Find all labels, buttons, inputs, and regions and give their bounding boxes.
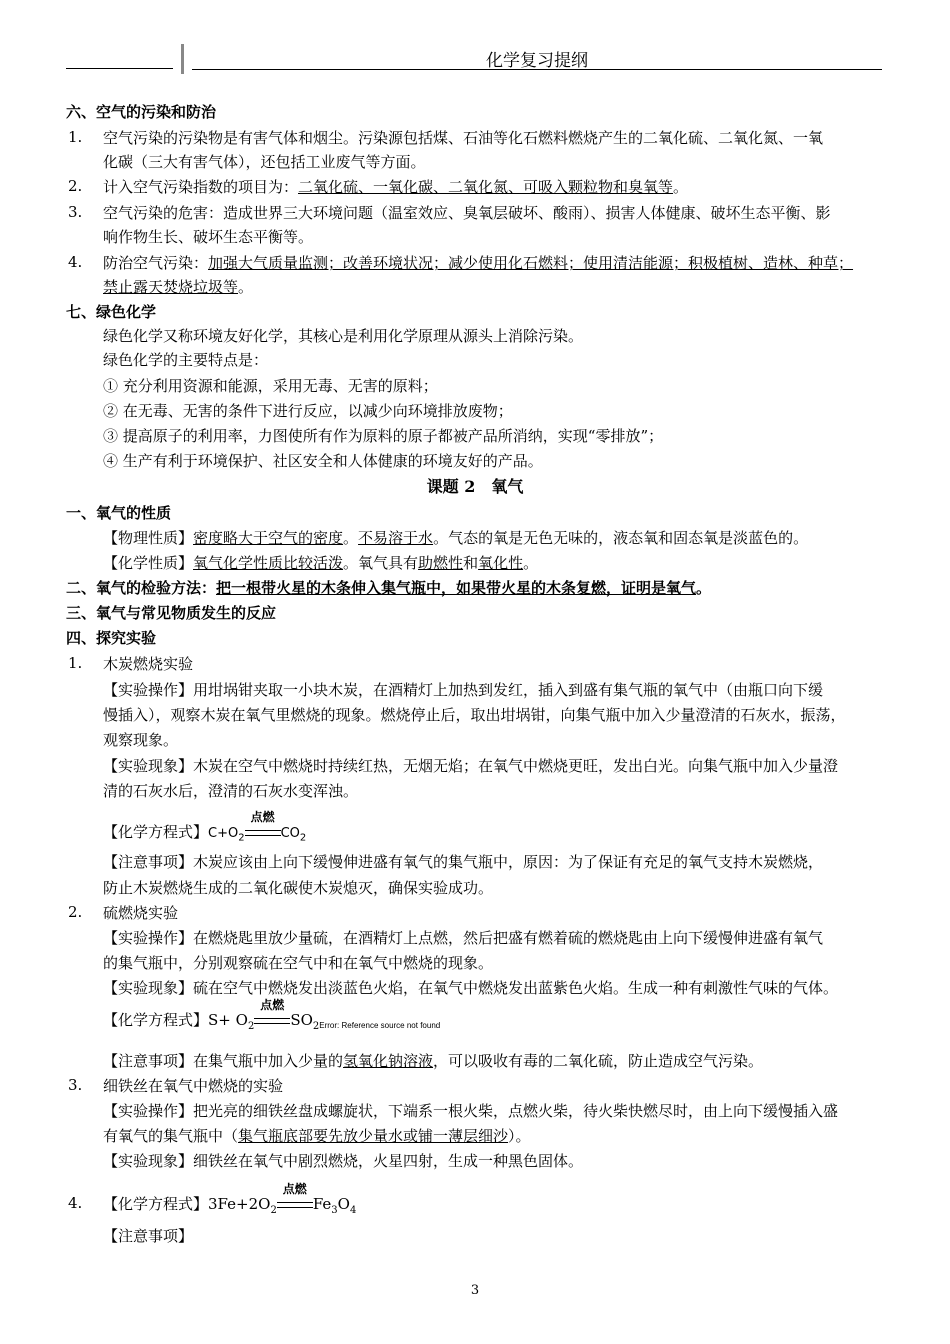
header-rule-left: [66, 68, 173, 69]
paragraph-line: 绿色化学的主要特点是：: [103, 351, 269, 369]
paragraph-line: 清的石灰水后，澄清的石灰水变浑浊。: [103, 782, 359, 800]
formula: SO: [290, 1011, 313, 1029]
header-divider: [181, 44, 184, 74]
section-title-oxygen-properties: 一、氧气的性质: [66, 504, 172, 522]
section-title-reactions: 三、氧气与常见物质发生的反应: [66, 604, 277, 622]
underlined-text: 加强大气质量监测；改善环境状况；减少使用化石燃料；使用清洁能源；积极植树、造林、种草；: [208, 254, 854, 272]
underlined-text: 二氧化硫、一氧化碳、二氧化氮、可吸入颗粒物和臭氧等: [298, 178, 674, 196]
products: [280, 826, 307, 844]
reaction-condition: 点燃: [260, 998, 285, 1012]
text: 。: [696, 579, 712, 597]
list-number: 2.: [68, 903, 83, 921]
text: 。: [343, 529, 359, 547]
underlined-text: 氢氧化钠溶液: [343, 1052, 434, 1070]
text: 。氧气具有: [343, 554, 419, 572]
text: ）。: [508, 1127, 531, 1145]
underlined-text: 助燃性: [418, 554, 464, 572]
formula: CO: [280, 826, 300, 841]
topic-title: 课题 2 氧气: [426, 477, 524, 496]
section-title-air-pollution: 六、空气的污染和防治: [66, 103, 217, 121]
underlined-text: 把一根带火星的木条伸入集气瓶中，如果带火星的木条复燃，证明是氧气: [216, 579, 697, 597]
paragraph-line: 防止木炭燃烧生成的二氧化碳使木炭熄灭，确保实验成功。: [103, 879, 494, 897]
underlined-text: 密度略大于空气的密度: [193, 529, 344, 547]
formula: 3Fe+2O: [208, 1195, 271, 1213]
paragraph-line: 空气污染的危害：造成世界三大环境问题（温室效应、臭氧层破坏、酸雨）、损害人体健康、破坏生态平衡、影: [103, 204, 831, 222]
paragraph-line: 【注意事项】木炭应该由上向下缓慢伸进盛有氧气的集气瓶中，原因：为了保证有充足的氧气支持木炭燃烧，: [103, 853, 824, 871]
text: 【注意事项】在集气瓶中加入少量的: [103, 1052, 344, 1070]
list-number: 3.: [68, 203, 83, 221]
feature-item: ② 在无毒、无害的条件下进行反应，以减少向环境排放废物；: [103, 402, 513, 420]
subscript: 2: [270, 1205, 277, 1216]
chemical-equation: [103, 1182, 357, 1221]
reaction-condition: 点燃: [250, 810, 275, 824]
list-number: 3.: [68, 1076, 83, 1094]
reference-error: Error: Reference source not found: [319, 1021, 441, 1030]
reaction-arrow: [254, 998, 290, 1030]
equals-sign: [277, 1202, 313, 1208]
list-number: 2.: [68, 177, 83, 195]
paragraph-line: 的集气瓶中，分别观察硫在空气中和在氧气中燃烧的现象。: [103, 954, 494, 972]
formula: Fe: [312, 1195, 332, 1213]
paragraph-line: [103, 1051, 763, 1071]
paragraph-line: [103, 528, 808, 548]
subscript: 2: [312, 1021, 320, 1032]
paragraph-line: 【注意事项】: [103, 1227, 194, 1245]
text: 。: [673, 178, 689, 196]
list-number: 1.: [68, 654, 83, 672]
paragraph-line: 【实验现象】木炭在空气中燃烧时持续红热，无烟无焰；在氧气中燃烧更旺，发出白光。向集气瓶中加入少量澄: [103, 757, 839, 775]
paragraph-line: 【实验操作】用坩埚钳夹取一小块木炭，在酒精灯上加热到发红，插入到盛有集气瓶的氧气中（由瓶口向下缓: [103, 681, 824, 699]
underlined-text: 不易溶于水: [358, 529, 434, 547]
paragraph-line: 慢插入），观察木炭在氧气里燃烧的现象。燃烧停止后，取出坩埚钳，向集气瓶中加入少量澄清的石灰水，振荡，: [103, 706, 846, 724]
paragraph-line: 【实验操作】在燃烧匙里放少量硫，在酒精灯上点燃，然后把盛有燃着硫的燃烧匙由上向下缓慢伸进盛有氧气: [103, 929, 824, 947]
text: 有氧气的集气瓶中（: [103, 1127, 239, 1145]
reaction-arrow: [277, 1182, 313, 1214]
label: 【化学方程式】: [103, 1195, 209, 1213]
text: ，可以吸收有毒的二氧化硫，防止造成空气污染。: [433, 1052, 764, 1070]
subscript: 3: [331, 1205, 338, 1216]
paragraph-line: 绿色化学又称环境友好化学，其核心是利用化学原理从源头上消除污染。: [103, 327, 584, 345]
underlined-text: 集气瓶底部要先放少量水或铺一薄层细沙: [238, 1127, 509, 1145]
paragraph-line: 空气污染的污染物是有害气体和烟尘。污染源包括煤、石油等化石燃料燃烧产生的二氧化硫、二氧化氮、一氧: [103, 129, 824, 147]
underlined-text: 禁止露天焚烧垃圾等: [103, 278, 239, 296]
label: 【化学方程式】: [103, 823, 209, 841]
underlined-text: 氧化性: [478, 554, 524, 572]
paragraph-line: [103, 1126, 531, 1146]
subscript: 2: [299, 832, 307, 844]
feature-item: ④ 生产有利于环境保护、社区安全和人体健康的环境友好的产品。: [103, 452, 543, 470]
text: 。气态的氧是无色无味的，液态氧和固态氧是淡蓝色的。: [433, 529, 809, 547]
list-number: 4.: [68, 1194, 83, 1212]
paragraph-line: 响作物生长、破坏生态平衡等。: [103, 228, 314, 246]
label: 【化学方程式】: [103, 1011, 209, 1029]
paragraph-line: 【实验现象】细铁丝在氧气中剧烈燃烧，火星四射，生成一种黑色固体。: [103, 1152, 584, 1170]
underlined-text: 氧气化学性质比较活泼: [193, 554, 344, 572]
reaction-arrow: [245, 810, 281, 842]
list-number: 4.: [68, 253, 83, 271]
section-title-green-chemistry: 七、绿色化学: [66, 303, 157, 321]
text: 防治空气污染：: [103, 254, 209, 272]
formula: S+ O: [208, 1011, 248, 1029]
text: 二、氧气的检验方法：: [66, 579, 217, 597]
formula: C+O: [208, 826, 239, 841]
paragraph-line: [103, 553, 538, 573]
feature-item: ① 充分利用资源和能源，采用无毒、无害的原料；: [103, 377, 438, 395]
paragraph-line: 观察现象。: [103, 731, 179, 749]
paragraph-line: 【实验操作】把光亮的细铁丝盘成螺旋状，下端系一根火柴，点燃火柴，待火柴快燃尽时，由上向下缓慢插入盛: [103, 1102, 839, 1120]
page-number: 3: [470, 1283, 480, 1298]
section-title-experiments: 四、探究实验: [66, 629, 157, 647]
section-title-oxygen-test: [66, 578, 711, 598]
subscript: 4: [349, 1205, 357, 1216]
text: 和: [463, 554, 479, 572]
chemical-equation: [103, 998, 441, 1037]
experiment-title: 硫燃烧实验: [103, 904, 179, 922]
experiment-title: 细铁丝在氧气中燃烧的实验: [103, 1077, 284, 1095]
label: 【化学性质】: [103, 554, 194, 572]
chemical-equation: [103, 810, 307, 849]
list-number: 1.: [68, 128, 83, 146]
paragraph-line: [103, 277, 253, 297]
reaction-condition: 点燃: [282, 1182, 307, 1196]
subscript: 2: [238, 832, 245, 844]
subscript: 2: [247, 1021, 255, 1032]
label: 【物理性质】: [103, 529, 194, 547]
text: 。: [238, 278, 254, 296]
page-header-title: 化学复习提纲: [486, 51, 588, 71]
formula: O: [337, 1195, 350, 1213]
paragraph-line: 【实验现象】硫在空气中燃烧发出淡蓝色火焰，在氧气中燃烧发出蓝紫色火焰。生成一种有刺激性气味的气体。: [103, 979, 839, 997]
experiment-title: 木炭燃烧实验: [103, 655, 194, 673]
equals-sign: [254, 1018, 290, 1024]
paragraph-line: [103, 177, 688, 197]
text: 。: [523, 554, 539, 572]
feature-item: ③ 提高原子的利用率，力图使所有作为原料的原子都被产品所消纳，实现“零排放”；: [103, 427, 664, 445]
text: 计入空气污染指数的项目为：: [103, 178, 299, 196]
paragraph-line: [103, 253, 853, 273]
equals-sign: [245, 830, 281, 836]
reactants: [208, 826, 245, 844]
paragraph-line: 化碳（三大有害气体），还包括工业废气等方面。: [103, 153, 426, 171]
